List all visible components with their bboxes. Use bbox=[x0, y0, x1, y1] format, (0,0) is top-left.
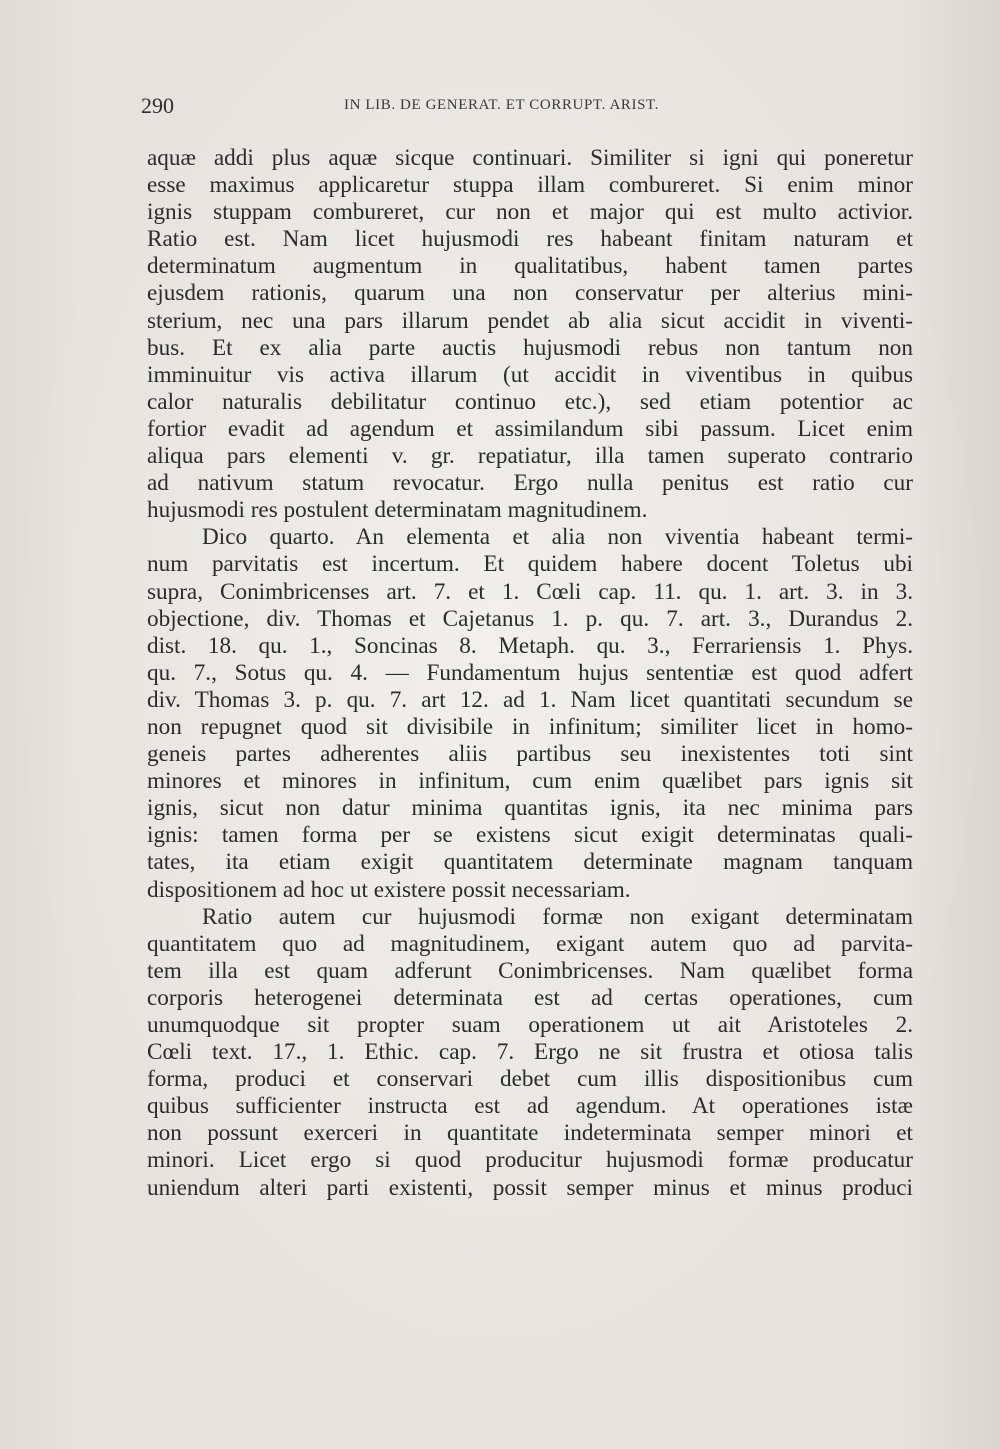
text-line: minori. Licet ergo si quod producitur hujusmodi formæ producatur bbox=[147, 1147, 913, 1174]
text-line: bus. Et ex alia parte auctis hujusmodi rebus non tantum non bbox=[147, 334, 913, 361]
text-line: geneis partes adherentes aliis partibus seu inexistentes toti sint bbox=[147, 741, 913, 768]
text-line: fortior evadit ad agendum et assimilandum sibi passum. Licet enim bbox=[147, 415, 913, 442]
text-line: objectione, div. Thomas et Cajetanus 1. p. qu. 7. art. 3., Durandus 2. bbox=[147, 605, 913, 632]
text-line: Dico quarto. An elementa et alia non viventia habeant termi- bbox=[202, 524, 913, 551]
paragraph-3 bbox=[147, 904, 913, 1202]
text-line: dist. 18. qu. 1., Soncinas 8. Metaph. qu. 3., Ferrariensis 1. Phys. bbox=[147, 632, 913, 659]
text-line: minores et minores in infinitum, cum enim quælibet pars ignis sit bbox=[147, 768, 913, 795]
text-line: hujusmodi res postulent determinatam magnitudinem. bbox=[147, 497, 648, 524]
page-number: 290 bbox=[141, 93, 174, 118]
text-line: tem illa est quam adferunt Conimbricenses. Nam quælibet forma bbox=[147, 957, 913, 984]
text-line: tates, ita etiam exigit quantitatem determinate magnam tanquam bbox=[147, 849, 913, 876]
text-line: non repugnet quod sit divisibile in infinitum; similiter licet in homo- bbox=[147, 713, 913, 740]
running-title: IN LIB. DE GENERAT. ET CORRUPT. ARIST. bbox=[344, 97, 660, 113]
text-line: Ratio est. Nam licet hujusmodi res habeant finitam naturam et bbox=[147, 226, 913, 253]
text-line: esse maximus applicaretur stuppa illam combureret. Si enim minor bbox=[147, 172, 913, 199]
text-line: ejusdem rationis, quarum una non conservatur per alterius mini- bbox=[147, 280, 913, 307]
text-line: forma, produci et conservari debet cum illis dispositionibus cum bbox=[147, 1066, 913, 1093]
text-line: corporis heterogenei determinata est ad certas operationes, cum bbox=[147, 984, 913, 1011]
text-line: supra, Conimbricenses art. 7. et 1. Cœli cap. 11. qu. 1. art. 3. in 3. bbox=[147, 578, 913, 605]
text-line: calor naturalis debilitatur continuo etc.), sed etiam potentior ac bbox=[147, 388, 913, 415]
body-text bbox=[147, 145, 913, 1202]
text-line: quantitatem quo ad magnitudinem, exigant autem quo ad parvita- bbox=[147, 930, 913, 957]
paragraph-2 bbox=[147, 524, 913, 903]
text-line: aquæ addi plus aquæ sicque continuari. Similiter si igni qui poneretur bbox=[147, 145, 913, 171]
text-line: Ratio autem cur hujusmodi formæ non exigant determinatam bbox=[202, 903, 913, 930]
text-line: ad nativum statum revocatur. Ergo nulla penitus est ratio cur bbox=[147, 470, 913, 497]
text-line: dispositionem ad hoc ut existere possit necessariam. bbox=[147, 876, 631, 903]
text-line: uniendum alteri parti existenti, possit semper minus et minus produci bbox=[147, 1174, 913, 1201]
text-line: determinatum augmentum in qualitatibus, habent tamen partes bbox=[147, 253, 913, 280]
text-line: div. Thomas 3. p. qu. 7. art 12. ad 1. Nam licet quantitati secundum se bbox=[147, 686, 913, 713]
text-line: sterium, nec una pars illarum pendet ab alia sicut accidit in viventi- bbox=[147, 307, 913, 334]
page-header bbox=[141, 93, 841, 123]
paragraph-1 bbox=[147, 145, 913, 524]
text-line: ignis, sicut non datur minima quantitas ignis, ita nec minima pars bbox=[147, 795, 913, 822]
text-line: unumquodque sit propter suam operationem ut ait Aristoteles 2. bbox=[147, 1012, 913, 1038]
text-line: quibus sufficienter instructa est ad agendum. At operationes istæ bbox=[147, 1093, 913, 1120]
text-line: aliqua pars elementi v. gr. repatiatur, illa tamen superato contrario bbox=[147, 443, 913, 470]
text-line: ignis: tamen forma per se existens sicut exigit determinatas quali- bbox=[147, 822, 913, 849]
text-line: num parvitatis est incertum. Et quidem habere docent Toletus ubi bbox=[147, 551, 913, 578]
text-line: Cœli text. 17., 1. Ethic. cap. 7. Ergo ne sit frustra et otiosa talis bbox=[147, 1039, 913, 1066]
text-line: non possunt exerceri in quantitate indeterminata semper minori et bbox=[147, 1120, 913, 1147]
text-line: imminuitur vis activa illarum (ut accidit in viventibus in quibus bbox=[147, 361, 913, 388]
text-line: ignis stuppam combureret, cur non et major qui est multo activior. bbox=[147, 199, 913, 226]
text-line: qu. 7., Sotus qu. 4. — Fundamentum hujus sententiæ est quod adfert bbox=[147, 659, 913, 686]
